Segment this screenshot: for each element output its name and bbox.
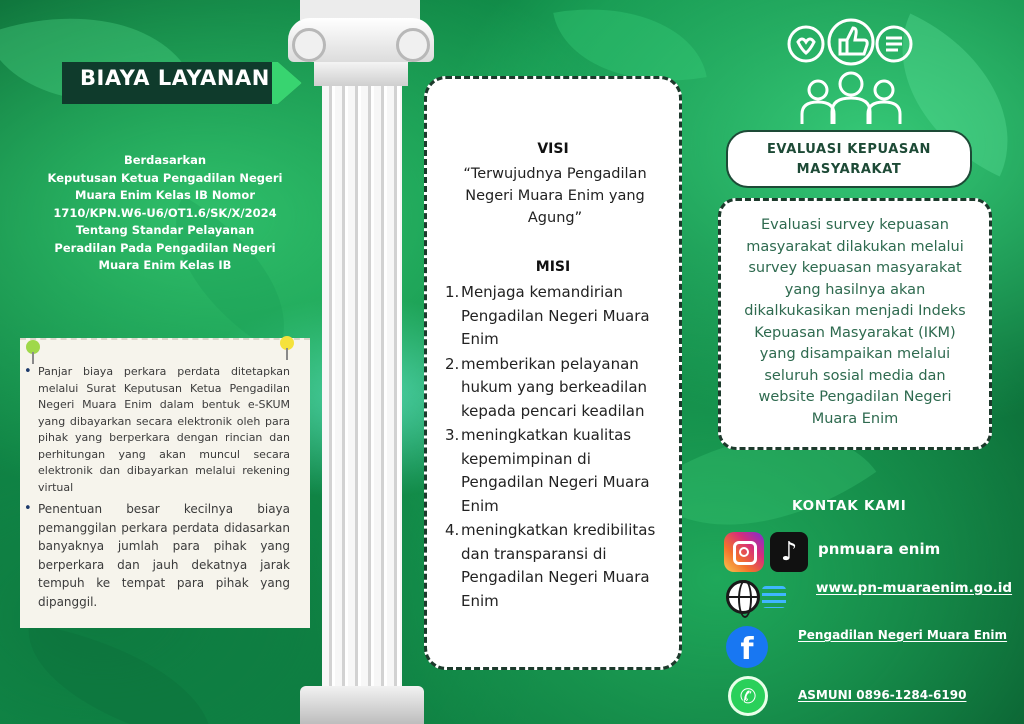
banner-title: BIAYA LAYANAN xyxy=(80,66,270,90)
pushpin-icon xyxy=(26,340,40,354)
speed-lines-icon xyxy=(762,586,786,608)
note-bullet: • Penentuan besar kecilnya biaya pemanggilan perkara perdata didasarkan banyaknya jumlah para pihak yang berperkara dan jauh dekatnya jarak tempuh ke tempat para pihak yang dipanggil. xyxy=(38,500,290,611)
misi-number: 2. xyxy=(445,354,460,373)
basis-line: Muara Enim Kelas IB xyxy=(98,258,232,272)
evaluation-text: Evaluasi survey kepuasan masyarakat dilakukan melalui survey kepuasan masyarakat yang hasilnya akan dikalkukasikan menjadi Indeks Kepuasan Masyarakat (IKM) yang disampaikan melalui seluruh sosial media dan website Pengadilan Negeri Muara Enim xyxy=(744,217,966,427)
visi-text: “Terwujudnya Pengadilan Negeri Muara Enim yang Agung” xyxy=(463,166,647,226)
misi-text: meningkatkan kredibilitas dan transparansi di Pengadilan Negeri Muara Enim xyxy=(461,521,656,610)
evaluation-title-line: EVALUASI KEPUASAN xyxy=(766,142,932,157)
misi-number: 1. xyxy=(445,283,460,301)
misi-list xyxy=(445,281,677,614)
whatsapp-icon[interactable]: ✆ xyxy=(728,676,768,716)
decorative-leaf xyxy=(14,623,227,724)
evaluation-title-line: MASYARAKAT xyxy=(796,162,902,177)
social-handle: pnmuara enim xyxy=(818,540,941,558)
feedback-people-icon xyxy=(786,18,916,128)
column-top xyxy=(300,0,420,20)
basis-line: Keputusan Ketua Pengadilan Negeri xyxy=(47,170,283,185)
misi-text: memberikan pelayanan hukum yang berkeadilan kepada pencari keadilan xyxy=(461,354,648,420)
misi-item xyxy=(445,519,677,613)
misi-item xyxy=(445,424,677,518)
basis-line: 1710/KPN.W6-U6/OT1.6/SK/X/2024 xyxy=(53,205,277,220)
misi-number: 3. xyxy=(445,426,460,444)
column-neck xyxy=(314,62,408,86)
column-capital xyxy=(288,18,434,62)
misi-item xyxy=(445,281,677,352)
facebook-page-link[interactable]: Pengadilan Negeri Muara Enim xyxy=(798,628,1008,642)
basis-line: Muara Enim Kelas IB Nomor xyxy=(75,188,255,202)
evaluation-box xyxy=(718,198,992,450)
pinned-note xyxy=(20,338,310,628)
whatsapp-contact[interactable]: ASMUNI 0896-1284-6190 xyxy=(798,688,967,702)
misi-item xyxy=(445,353,677,424)
basis-line: Tentang Standar Pelayanan xyxy=(75,223,255,237)
basis-text xyxy=(40,152,290,275)
pushpin-icon xyxy=(280,336,294,350)
note-bullet: • Panjar biaya perkara perdata ditetapkan melalui Surat Keputusan Ketua Pengadilan Negeri Muara Enim dalam bentuk e-SKUM yang dibayarkan secara elektronik oleh para pihak yang berperkara dengan rincian dan perhitungan yang akan muncul secara elektronik dan dibayarkan melalui rekening virtual xyxy=(38,364,290,496)
tiktok-icon[interactable]: ♪ xyxy=(770,532,808,572)
basis-line: Peradilan Pada Pengadilan Negeri xyxy=(54,240,276,255)
basis-line: Berdasarkan xyxy=(123,153,207,167)
column-shaft xyxy=(322,86,402,686)
misi-text: meningkatkan kualitas kepemimpinan di Pengadilan Negeri Muara Enim xyxy=(461,426,650,515)
vision-mission-card xyxy=(424,76,682,670)
misi-number: 4. xyxy=(445,521,460,539)
note-list xyxy=(38,364,290,615)
website-link[interactable]: www.pn-muaraenim.go.id xyxy=(816,580,1013,596)
misi-text: Menjaga kemandirian Pengadilan Negeri Muara Enim xyxy=(461,283,650,348)
visi-heading: VISI xyxy=(537,141,569,157)
instagram-icon[interactable] xyxy=(724,532,764,572)
facebook-icon[interactable]: f xyxy=(726,626,768,668)
evaluation-title xyxy=(726,130,972,188)
column-base xyxy=(300,686,424,724)
contact-heading: KONTAK KAMI xyxy=(792,498,907,514)
misi-heading: MISI xyxy=(535,259,571,275)
globe-icon xyxy=(726,580,760,614)
